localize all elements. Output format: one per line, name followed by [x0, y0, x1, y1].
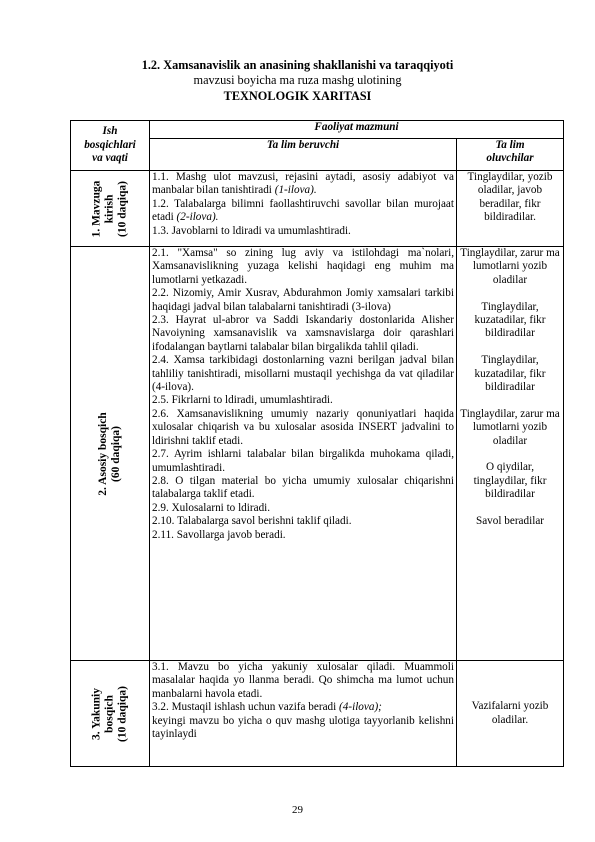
student-cell: Tinglaydilar, zarur ma lumotlarni yozib oladilar Tinglaydilar, kuzatadilar, fikr bildiradilar Tinglaydilar, kuzatadilar, fikr bildiradilar Tinglaydilar, zarur ma lumotlarni yozib oladilar O qiydilar, tinglaydilar, fikr bildiradilar Savol beradilar — [457, 247, 564, 661]
document-title: TEXNOLOGIK XARITASI — [223, 89, 372, 103]
table-row — [71, 171, 564, 247]
table-row — [71, 247, 564, 661]
page-number: 29 — [292, 804, 303, 816]
student-cell: Tinglaydilar, yozib oladilar, javob beradilar, fikr bildiradilar. — [457, 171, 564, 247]
section-title: 1.2. Xamsanavislik an anasining shakllanishi va taraqqiyoti — [141, 58, 454, 72]
student-cell: Vazifalarni yozib oladilar. — [457, 661, 564, 767]
subtitle: mavzusi boyicha ma ruza mashg ulotining — [193, 73, 402, 87]
teacher-cell: 2.1. "Xamsa" so zining lug aviy va istilohdagi ma`nolari, Xamsanavislikning yuzaga kelishi haqidagi eng muhim ma lumotlarni yetkazadi. 2.2. Nizomiy, Amir Xusrav, Abdurahmon Jomiy xamsalari tarkibi haqidagi jadval bilan talabalarni tanishtiradi (3-ilova) 2.3. Hayrat ul-abror va Saddi Iskandariy dostonlarida Alisher Navoiyning xamsanavislik va xamsnavislarga doir qarashlari ifodalangan baytlarni talabalar bilan birgalikda tahlil qiladi. 2.4. Xamsa tarkibidagi dostonlarning vazni berilgan jadval bilan tahliliy tanishtiradi, misollarni mustaqil yechishga da vat qiladilar (4-ilova). 2.5. Fikrlarni to ldiradi, umumlashtiradi. 2.6. Xamsanavislikning umumiy nazariy qonuniyatlari haqida xulosalar chiqarish va bu xulosalar asosida INSERT jadvalini to ldirishni taklif etadi. 2.7. Ayrim ishlarni talabalar bilan birgalikda muhokama qiladi, umumlashtiradi. 2.8. O tilgan material bo yicha umumiy xulosalar chiqarishni talabalarga taklif etadi. 2.9. Xulosalarni to ldiradi. 2.10. Talabalarga savol berishni taklif qiladi. 2.11. Savollarga javob beradi. — [150, 247, 457, 661]
stage-cell: 3. Yakuniy bosqich (10 daqiqa) — [71, 661, 150, 767]
header-stage: Ish bosqichlari va vaqti — [71, 121, 150, 171]
table-row — [71, 661, 564, 767]
technology-map-table — [70, 120, 564, 767]
header-student: Ta lim oluvchilar — [457, 139, 564, 171]
header-content: Faoliyat mazmuni — [150, 121, 564, 139]
stage-cell: 2. Asosiy bosqich (60 daqiqa) — [71, 247, 150, 661]
teacher-cell: 3.1. Mavzu bo yicha yakuniy xulosalar qiladi. Muammoli masalalar haqida yo llanma beradi. Qo shimcha ma lumot uchun manbalarni havola etadi. 3.2. Mustaqil ishlash uchun vazifa beradi (4-ilova); keyingi mavzu bo yicha o quv mashg ulotiga tayyorlanib kelishni tayinlaydi — [150, 661, 457, 767]
header-teacher: Ta lim beruvchi — [150, 139, 457, 171]
teacher-cell: 1.1. Mashg ulot mavzusi, rejasini aytadi, asosiy adabiyot va manbalar bilan tanishtiradi (1-ilova). 1.2. Talabalarga bilimni faollashtiruvchi savollar bilan murojaat etadi (2-ilova). 1.3. Javoblarni to ldiradi va umumlashtiradi. — [150, 171, 457, 247]
stage-cell: 1. Mavzuga kirish (10 daqiqa) — [71, 171, 150, 247]
